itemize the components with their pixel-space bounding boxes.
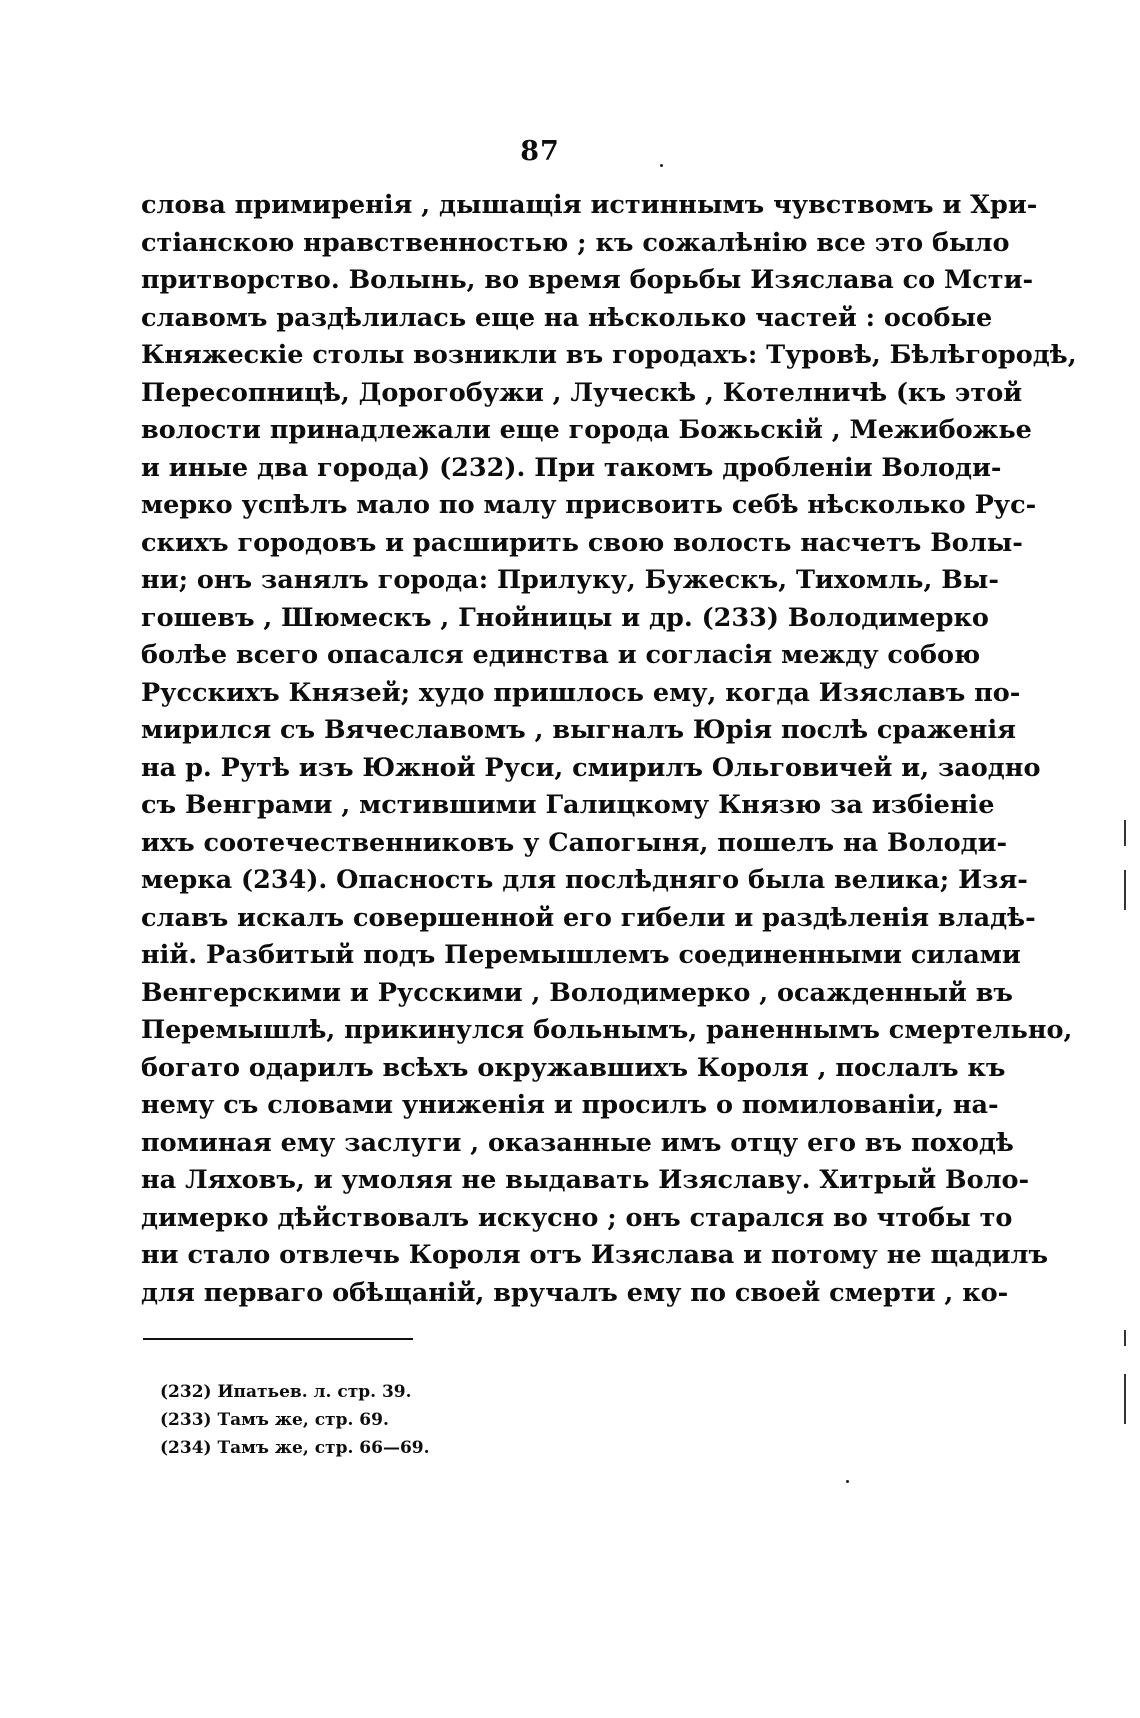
- text-line: болѣе всего опасался единства и согласія между собою: [141, 640, 981, 670]
- footnotes: [160, 1378, 760, 1462]
- text-line: богато одарилъ всѣхъ окружавшихъ Короля , послалъ къ: [141, 1052, 1006, 1083]
- text-line: мирился съ Вячеславомъ , выгналъ Юрія послѣ сраженія: [141, 715, 1016, 745]
- text-line: Княжескіе столы возникли въ городахъ: Туровѣ, Бѣлѣгородѣ,: [141, 340, 1077, 370]
- body-text: [141, 187, 1077, 1312]
- text-line: для перваго обѣщаній, вручалъ ему по своей смерти , ко-: [141, 1277, 1009, 1308]
- edge-mark: [1124, 1330, 1126, 1346]
- footnote: (233) Тамъ же, стр. 69.: [160, 1410, 389, 1430]
- footnote: (234) Тамъ же, стр. 66—69.: [160, 1438, 430, 1458]
- text-line: ни стало отвлечь Короля отъ Изяслава и потому не щадилъ: [141, 1240, 1049, 1270]
- edge-mark: [1124, 1374, 1126, 1424]
- text-line: волости принадлежали еще города Божьскій , Межибожье: [141, 415, 1032, 445]
- text-line: ихъ соотечественниковъ у Сапогыня, пошелъ на Володи-: [141, 827, 1008, 858]
- edge-mark: [1124, 820, 1126, 846]
- edge-mark: [1124, 870, 1126, 910]
- scan-speck: [846, 1480, 849, 1483]
- text-line: Перемышлѣ, прикинулся больнымъ, раненнымъ смертельно,: [141, 1015, 1073, 1045]
- text-line: гошевъ , Шюмескъ , Гнойницы и др. (233) Володимерко: [141, 602, 989, 633]
- text-line: мерка (234). Опасность для послѣдняго была велика; Изя-: [141, 865, 1028, 895]
- text-line: и иные два города) (232). При такомъ дробленіи Володи-: [141, 452, 1002, 483]
- text-line: на Ляховъ, и умоляя не выдавать Изяславу. Хитрый Воло-: [141, 1165, 1030, 1195]
- text-line: слова примиренія , дышащія истиннымъ чувствомъ и Хри-: [141, 190, 1038, 220]
- text-line: скихъ городовъ и расширить свою волость насчетъ Волы-: [141, 527, 1023, 558]
- text-line: славъ искалъ совершенной его гибели и раздѣленія владѣ-: [141, 902, 1036, 933]
- text-line: ни; онъ занялъ города: Прилуку, Бужескъ, Тихомль, Вы-: [141, 565, 999, 595]
- text-line: ній. Разбитый подъ Перемышлемъ соединенными силами: [141, 940, 1021, 970]
- text-line: мерко успѣлъ мало по малу присвоить себѣ нѣсколько Рус-: [141, 490, 1037, 520]
- text-line: стіанскою нравственностью ; къ сожалѣнію все это было: [141, 227, 1010, 258]
- text-line: на р. Рутѣ изъ Южной Руси, смирилъ Ольговичей и, заодно: [141, 752, 1041, 783]
- text-line: славомъ раздѣлилась еще на нѣсколько частей : особые: [141, 302, 993, 333]
- text-line: Пересопницѣ, Дорогобужи , Луческѣ , Котелничѣ (къ этой: [141, 377, 1023, 408]
- footnote-rule: [143, 1338, 413, 1340]
- text-line: съ Венграми , мстившими Галицкому Князю за избіеніе: [141, 790, 995, 820]
- text-line: поминая ему заслуги , оказанные имъ отцу его въ походѣ: [141, 1127, 1014, 1158]
- text-line: Русскихъ Князей; худо пришлось ему, когда Изяславъ по-: [141, 677, 1021, 708]
- text-line: димерко дѣйствовалъ искусно ; онъ старался во чтобы то: [141, 1202, 1013, 1233]
- text-line: притворство. Волынь, во время борьбы Изяслава со Мсти-: [141, 265, 1034, 295]
- footnote: (232) Ипатьев. л. стр. 39.: [160, 1382, 412, 1402]
- text-line: Венгерскими и Русскими , Володимерко , осажденный въ: [141, 977, 1013, 1008]
- text-line: нему съ словами униженія и просилъ о помилованіи, на-: [141, 1090, 999, 1120]
- page-number: 87: [520, 136, 560, 167]
- scan-speck: [660, 164, 663, 167]
